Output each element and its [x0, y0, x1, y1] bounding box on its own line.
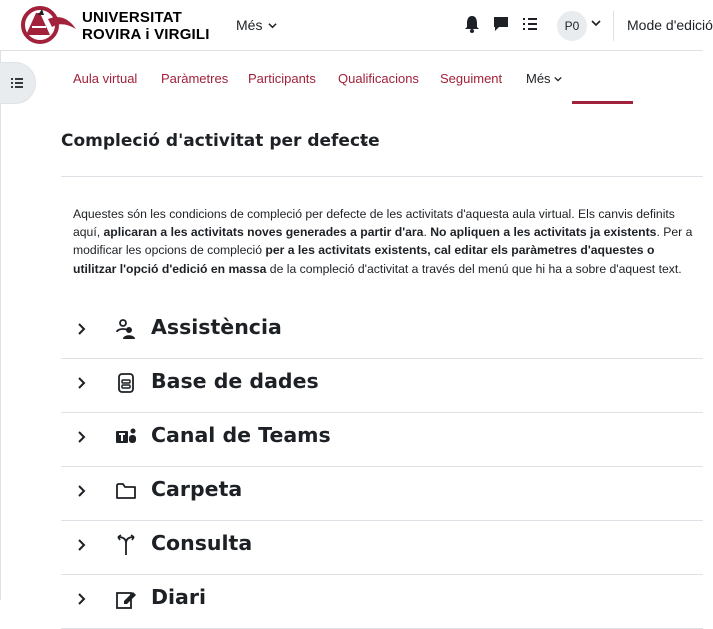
desc-bold: aplicaran a les activitats noves generades a partir d'ara	[103, 225, 424, 240]
chevron-down-icon	[554, 75, 562, 83]
user-avatar[interactable]: P0	[557, 11, 587, 41]
top-more-label: Més	[236, 17, 263, 33]
university-logo[interactable]	[18, 5, 78, 45]
desc-text: Aquestes són les condicions de compleció per defecte de les activitats d'aquesta aula virtual. Els canvis definits aquí,	[73, 207, 675, 240]
chevron-down-icon[interactable]	[359, 138, 369, 148]
chevron-right-icon[interactable]	[77, 592, 87, 606]
chevron-down-icon	[268, 21, 277, 30]
module-row-consulta[interactable]	[61, 520, 703, 575]
university-name	[82, 9, 210, 43]
tab-parametres[interactable]: Paràmetres	[161, 71, 229, 86]
module-name: Consulta	[151, 531, 253, 555]
university-name-line2: ROVIRA i VIRGILI	[82, 26, 210, 43]
module-row-carpeta[interactable]	[61, 466, 703, 521]
desc-bold: per a les activitats existents, cal editar els paràmetres d'aquestes o utilitzar l'opció d'edició en massa	[73, 243, 655, 276]
journal-icon	[114, 587, 138, 611]
page-title: Compleció d'activitat per defecte	[61, 131, 380, 151]
secondary-navigation	[60, 51, 703, 104]
chat-icon[interactable]	[492, 14, 510, 34]
database-icon	[114, 371, 138, 395]
list-icon	[10, 76, 24, 90]
chevron-right-icon[interactable]	[77, 430, 87, 444]
module-name: Base de dades	[151, 369, 319, 393]
tab-seguiment[interactable]: Seguiment	[440, 71, 503, 86]
navbar-divider	[613, 11, 614, 41]
course-index-toggle[interactable]	[0, 62, 36, 104]
tab-mes[interactable]	[526, 71, 562, 86]
module-row-canal-de-teams[interactable]	[61, 412, 703, 467]
tab-participants[interactable]: Participants	[248, 71, 316, 86]
top-navbar	[0, 0, 713, 51]
tab-aula-virtual[interactable]: Aula virtual	[73, 71, 138, 86]
teams-icon	[114, 425, 138, 449]
chevron-right-icon[interactable]	[77, 484, 87, 498]
desc-text: de la compleció d'activitat a través del menú que hi ha a sobre d'aquest text.	[266, 261, 682, 276]
university-name-line1: UNIVERSITAT	[82, 9, 182, 26]
chevron-right-icon[interactable]	[77, 376, 87, 390]
desc-text: .	[423, 225, 431, 240]
desc-bold: No apliquen a les activitats ja existents	[430, 225, 657, 240]
attendance-icon	[114, 317, 138, 341]
tab-mes-label: Més	[526, 71, 551, 86]
module-row-diari[interactable]	[61, 574, 703, 629]
bell-icon[interactable]	[463, 14, 481, 34]
chevron-down-icon[interactable]	[591, 18, 601, 28]
top-more-menu[interactable]	[236, 17, 277, 33]
edit-mode-toggle[interactable]: Mode d'edició	[627, 17, 713, 33]
active-tab-indicator	[572, 101, 633, 104]
module-name: Assistència	[151, 315, 282, 339]
module-name: Carpeta	[151, 477, 243, 501]
desc-text: . Per a modificar les opcions de compleció	[73, 225, 693, 258]
completion-description	[73, 205, 693, 278]
list-icon[interactable]	[521, 14, 539, 34]
tab-qualificacions[interactable]: Qualificacions	[338, 71, 419, 86]
chevron-right-icon[interactable]	[77, 322, 87, 336]
choice-icon	[114, 533, 138, 557]
module-name: Diari	[151, 585, 207, 609]
module-name: Canal de Teams	[151, 423, 331, 447]
module-row-base-de-dades[interactable]	[61, 358, 703, 413]
heading-divider	[61, 176, 703, 177]
folder-icon	[114, 479, 138, 503]
drawer-border	[0, 51, 1, 600]
module-row-assistencia[interactable]	[61, 304, 703, 359]
chevron-right-icon[interactable]	[77, 538, 87, 552]
